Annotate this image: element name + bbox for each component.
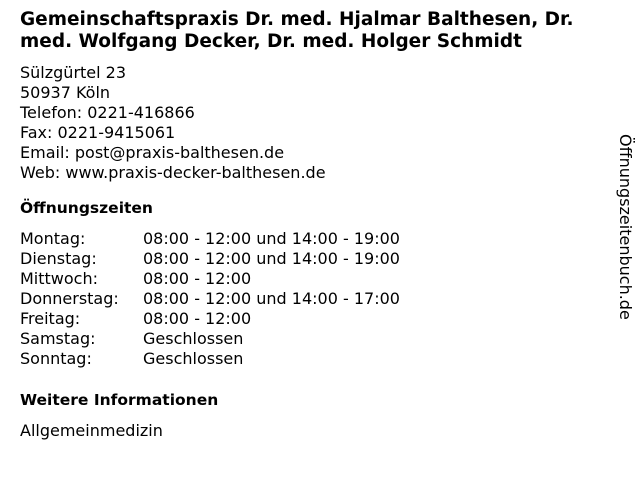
city-postal: 50937 Köln (20, 83, 111, 102)
hours-time: 08:00 - 12:00 und 14:00 - 19:00 (143, 249, 400, 268)
further-info-heading: Weitere Informationen (20, 391, 219, 409)
opening-hours-table (20, 229, 610, 369)
hours-row-monday (20, 229, 610, 249)
practice-card (20, 9, 610, 441)
hours-row-tuesday (20, 249, 610, 269)
source-watermark: Öffnungszeitenbuch.de (616, 134, 635, 320)
contact-block (20, 63, 610, 183)
hours-row-friday (20, 309, 610, 329)
hours-row-saturday (20, 329, 610, 349)
hours-time: 08:00 - 12:00 (143, 309, 252, 328)
email-address: Email: post@praxis-balthesen.de (20, 143, 285, 162)
hours-day: Dienstag: (20, 249, 97, 268)
website-address: Web: www.praxis-decker-balthesen.de (20, 163, 326, 182)
hours-row-wednesday (20, 269, 610, 289)
hours-day: Montag: (20, 229, 86, 248)
opening-hours-heading: Öffnungszeiten (20, 199, 153, 217)
hours-time: 08:00 - 12:00 (143, 269, 252, 288)
hours-day: Freitag: (20, 309, 81, 328)
hours-day: Mittwoch: (20, 269, 98, 288)
hours-time: 08:00 - 12:00 und 14:00 - 19:00 (143, 229, 400, 248)
practice-name: Gemeinschaftspraxis Dr. med. Hjalmar Balthesen, Dr. med. Wolfgang Decker, Dr. med. Holger Schmidt (20, 9, 574, 52)
hours-time: Geschlossen (143, 329, 244, 348)
street-address: Sülzgürtel 23 (20, 63, 127, 82)
hours-row-thursday (20, 289, 610, 309)
hours-day: Samstag: (20, 329, 96, 348)
hours-time: Geschlossen (143, 349, 244, 368)
fax-number: Fax: 0221-9415061 (20, 123, 176, 142)
specialty-text: Allgemeinmedizin (20, 421, 163, 440)
hours-day: Sonntag: (20, 349, 92, 368)
phone-number: Telefon: 0221-416866 (20, 103, 195, 122)
hours-row-sunday (20, 349, 610, 369)
hours-time: 08:00 - 12:00 und 14:00 - 17:00 (143, 289, 400, 308)
hours-day: Donnerstag: (20, 289, 119, 308)
